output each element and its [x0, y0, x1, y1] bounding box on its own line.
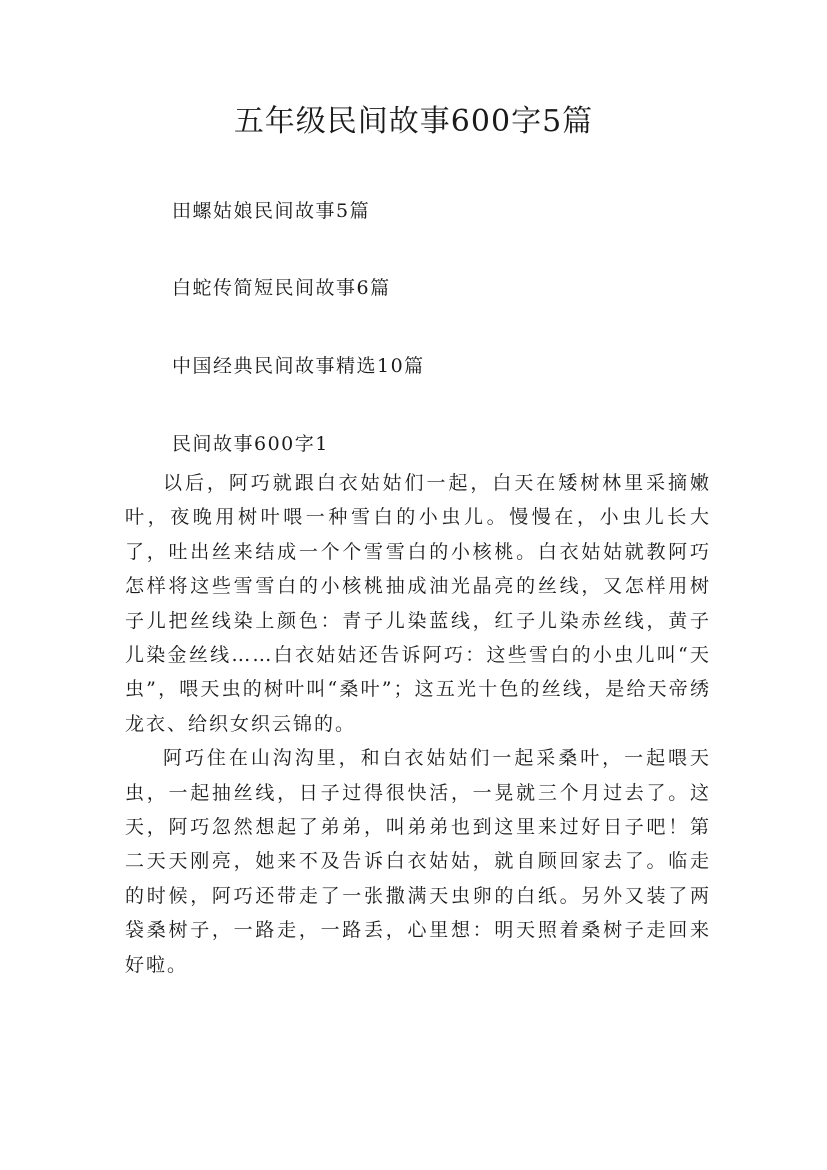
paragraph-1: 以后，阿巧就跟白衣姑姑们一起，白天在矮树林里采摘嫩叶，夜晚用树叶喂一种雪白的小虫儿。慢慢在，小虫儿长大了，吐出丝来结成一个个雪雪白的小核桃。白衣姑姑就教阿巧怎样将这些雪雪白的小核桃抽成油光晶亮的丝线，又怎样用树子儿把丝线染上颜色：青子儿染蓝线，红子儿染赤丝线，黄子儿染金丝线……白衣姑姑还告诉阿巧：这些雪白的小虫儿叫“天虫”，喂天虫的树叶叫“桑叶”；这五光十色的丝线，是给天帝绣龙衣、给织女织云锦的。	[125, 472, 711, 735]
related-link-2[interactable]: 白蛇传简短民间故事6篇	[172, 277, 391, 299]
related-link-3[interactable]: 中国经典民间故事精选10篇	[172, 355, 425, 377]
paragraph-2: 阿巧住在山沟沟里，和白衣姑姑们一起采桑叶，一起喂天虫，一起抽丝线，日子过得很快活，一晃就三个月过去了。这天，阿巧忽然想起了弟弟，叫弟弟也到这里来过好日子吧！第二天天刚亮，她来不及告诉白衣姑姑，就自顾回家去了。临走的时候，阿巧还带走了一张撒满天虫卵的白纸。另外又装了两袋桑树子，一路走，一路丢，心里想：明天照着桑树子走回来好啦。	[125, 747, 711, 976]
related-link-1[interactable]: 田螺姑娘民间故事5篇	[172, 200, 371, 222]
section-heading: 民间故事600字1	[172, 433, 329, 455]
article-body	[125, 466, 711, 982]
document-title: 五年级民间故事600字5篇	[233, 104, 594, 139]
